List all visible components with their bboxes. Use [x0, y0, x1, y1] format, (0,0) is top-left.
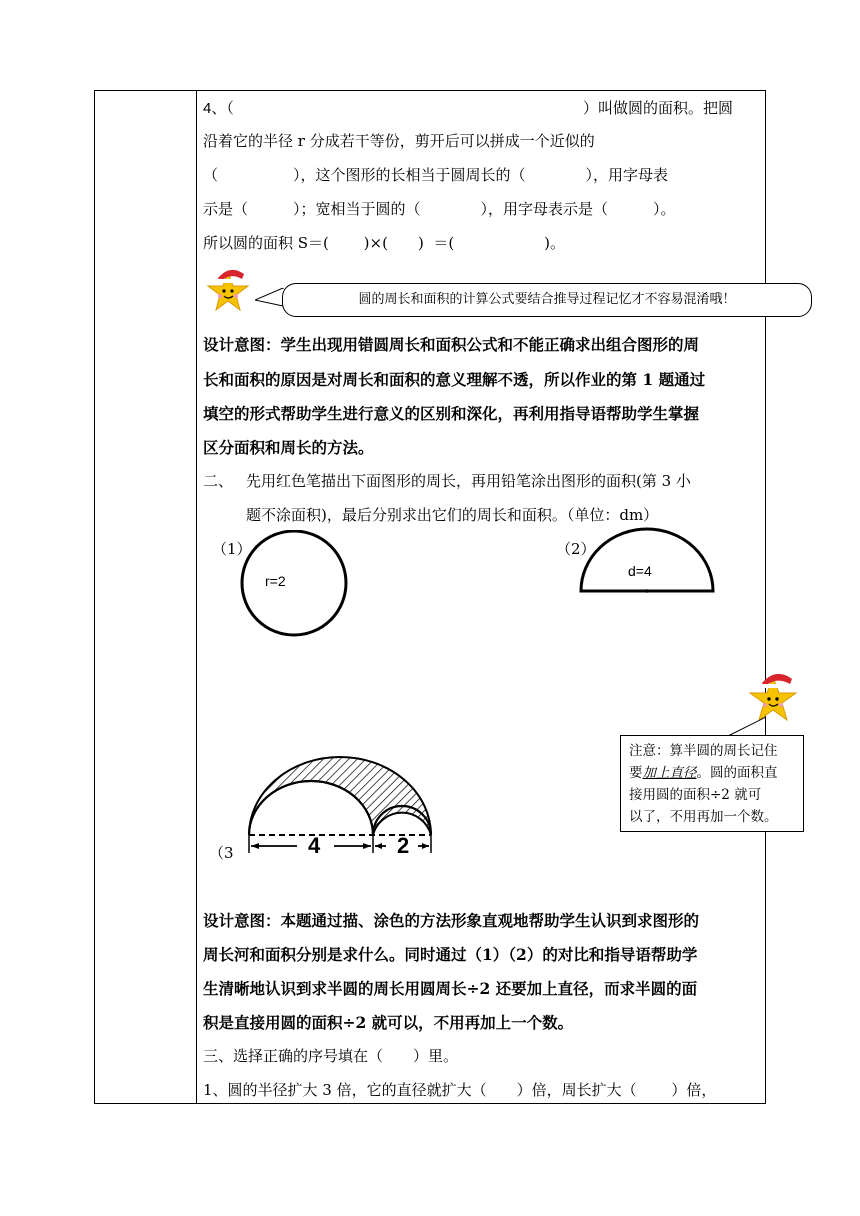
design-intent-1-line4: 区分面积和周长的方法。 — [203, 438, 374, 457]
section2-line2: 题不涂面积)，最后分别求出它们的周长和面积。（单位：dm） — [246, 506, 659, 524]
q4-line1-start: 4、（ — [203, 100, 234, 117]
table-column-divider — [196, 90, 197, 1104]
tip-bubble: 圆的周长和面积的计算公式要结合推导过程记忆才不容易混淆哦！ — [282, 283, 812, 317]
fig1-label: （1） — [212, 540, 252, 558]
section2-number: 二、 — [203, 472, 234, 490]
note-line2 — [629, 762, 797, 784]
q4-line3: （ ），这个图形的长相当于圆周长的（ ），用字母表 — [203, 166, 669, 184]
fig2-semicircle — [578, 525, 716, 597]
note-emphasis: 加上直径 — [642, 765, 697, 781]
design-intent-1-line2: 长和面积的原因是对周长和面积的意义理解不透，所以作业的第 1 题通过 — [203, 370, 706, 389]
design-intent-1-line1: 设计意图：学生出现用错圆周长和面积公式和不能正确求出组合图形的周 — [203, 335, 700, 354]
section2-line1: 先用红色笔描出下面图形的周长，再用铅笔涂出图形的面积(第 3 小 — [246, 472, 691, 490]
section3-title: 三、选择正确的序号填在（ ）里。 — [203, 1047, 459, 1065]
section3-question1: 1、圆的半径扩大 3 倍，它的直径就扩大（ ）倍，周长扩大（ ）倍， — [203, 1081, 717, 1099]
fig3-dimension-2: 2 — [397, 833, 410, 858]
fig1-radius-label: r=2 — [265, 573, 286, 589]
note-line4: 以了，不用再加一个数。 — [629, 809, 778, 825]
fig3-dimension-4: 4 — [308, 833, 321, 858]
design-intent-2-line3: 生清晰地认识到求半圆的周长用圆周长÷2 还要加上直径，而求半圆的面 — [203, 979, 698, 998]
note-line1: 注意：算半圆的周长记住 — [629, 743, 778, 759]
design-intent-2-line2: 周长河和面积分别是求什么。同时通过（1）（2）的对比和指导语帮助学 — [203, 945, 698, 964]
fig3-composite-figure — [242, 755, 442, 865]
design-intent-2-line1: 设计意图：本题通过描、涂色的方法形象直观地帮助学生认识到求图形的 — [203, 911, 700, 930]
q4-line1-end: ）叫做圆的面积。把圆 — [583, 99, 734, 117]
fig1-circle — [240, 530, 350, 638]
design-intent-1-line3: 填空的形式帮助学生进行意义的区别和深化，再利用指导语帮助学生掌握 — [203, 404, 700, 423]
note-line3: 接用圆的面积÷2 就可 — [629, 787, 762, 803]
note-box — [620, 735, 804, 832]
note-line2-suffix: 。圆的面积直 — [696, 765, 778, 781]
fig2-label: （2） — [556, 540, 596, 558]
fig2-diameter-label: d=4 — [628, 563, 652, 579]
q4-line5: 所以圆的面积 S＝( )×( ) ＝( )。 — [203, 234, 566, 252]
note-line2-prefix: 要 — [629, 765, 643, 781]
q4-line2: 沿着它的半径 r 分成若干等份，剪开后可以拼成一个近似的 — [203, 132, 595, 150]
design-intent-2-line4: 积是直接用圆的面积÷2 就可以，不用再加上一个数。 — [203, 1013, 574, 1032]
q4-line4: 示是（ ）；宽相当于圆的（ ），用字母表示是（ ）。 — [203, 200, 676, 218]
fig3-label: （3 — [209, 844, 234, 862]
